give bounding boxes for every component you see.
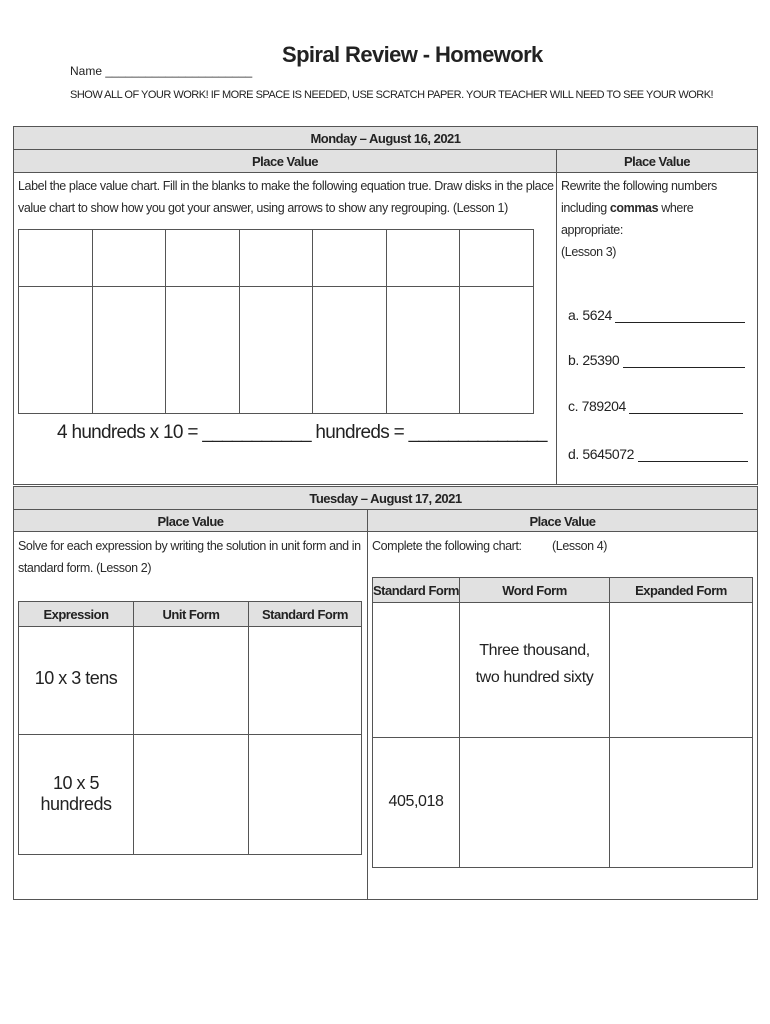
place-value-label-cell[interactable] — [313, 230, 387, 287]
rewrite-item-a — [568, 307, 745, 323]
column-header-expanded-form: Expanded Form — [610, 578, 753, 603]
tuesday-left-heading: Place Value — [13, 509, 368, 532]
standard-form-cell[interactable] — [373, 603, 460, 737]
rewrite-item-label: c. 789204 — [568, 398, 626, 414]
name-field-label[interactable]: Name ______________________ — [70, 64, 253, 78]
answer-line[interactable] — [629, 399, 743, 414]
word-form-answer-cell[interactable] — [460, 737, 610, 867]
monday-left-heading: Place Value — [13, 149, 557, 173]
place-value-label-cell[interactable] — [19, 230, 93, 287]
place-value-disk-cell[interactable] — [239, 287, 313, 414]
rewrite-item-c — [568, 398, 743, 414]
general-instructions: SHOW ALL OF YOUR WORK! IF MORE SPACE IS NEEDED, USE SCRATCH PAPER. YOUR TEACHER WILL NEED TO SEE YOUR WORK! — [70, 89, 714, 101]
place-value-label-cell[interactable] — [92, 230, 166, 287]
tuesday-right-heading: Place Value — [367, 509, 758, 532]
rewrite-item-b — [568, 352, 745, 368]
place-value-chart[interactable] — [18, 229, 534, 414]
expression-table — [18, 601, 362, 855]
expression-cell: 10 x 3 tens — [19, 627, 134, 735]
tuesday-right-instructions: Complete the following chart: — [372, 539, 522, 553]
equation: 4 hundreds x 10 = ___________ hundreds = ______________ — [57, 422, 547, 443]
standard-form-answer-cell[interactable] — [249, 627, 362, 735]
place-value-label-cell[interactable] — [166, 230, 240, 287]
answer-line[interactable] — [638, 447, 748, 462]
table-row — [373, 737, 753, 867]
answer-line[interactable] — [615, 308, 745, 323]
rewrite-item-label: a. 5624 — [568, 307, 612, 323]
monday-divider — [556, 172, 557, 485]
tuesday-day-title: Tuesday – August 17, 2021 — [13, 486, 758, 510]
place-value-label-cell[interactable] — [386, 230, 460, 287]
place-value-label-cell[interactable] — [239, 230, 313, 287]
rewrite-item-d — [568, 446, 748, 462]
forms-chart — [372, 577, 753, 868]
unit-form-answer-cell[interactable] — [134, 735, 249, 855]
answer-line[interactable] — [623, 353, 745, 368]
monday-right-heading: Place Value — [556, 149, 758, 173]
standard-form-cell: 405,018 — [373, 737, 460, 867]
page-title: Spiral Review - Homework — [282, 42, 543, 67]
column-header-unit-form: Unit Form — [134, 602, 249, 627]
place-value-disk-cell[interactable] — [166, 287, 240, 414]
expression-cell: 10 x 5 hundreds — [19, 735, 134, 855]
table-row — [19, 735, 362, 855]
column-header-expression: Expression — [19, 602, 134, 627]
tuesday-right-lesson: (Lesson 4) — [552, 539, 608, 553]
rewrite-item-label: b. 25390 — [568, 352, 620, 368]
rewrite-text: Rewrite the following numbers including — [561, 179, 717, 215]
monday-day-title: Monday – August 16, 2021 — [13, 126, 758, 150]
column-header-word-form: Word Form — [460, 578, 610, 603]
commas-bold: commas — [609, 201, 659, 215]
unit-form-answer-cell[interactable] — [134, 627, 249, 735]
rewrite-text-end: where appropriate: — [561, 201, 694, 237]
monday-left-instructions: Label the place value chart. Fill in the blanks to make the following equation true. Draw disks in the place value chart to show how you got your answer, using arrows to show any regrouping. (Lesson 1) — [18, 179, 554, 215]
place-value-disk-cell[interactable] — [386, 287, 460, 414]
place-value-disk-cell[interactable] — [92, 287, 166, 414]
column-header-standard-form: Standard Form — [249, 602, 362, 627]
column-header-standard-form: Standard Form — [373, 578, 460, 603]
place-value-label-cell[interactable] — [460, 230, 534, 287]
standard-form-answer-cell[interactable] — [249, 735, 362, 855]
place-value-disk-cell[interactable] — [313, 287, 387, 414]
table-row — [373, 603, 753, 737]
expanded-form-answer-cell[interactable] — [610, 603, 753, 737]
place-value-disk-cell[interactable] — [460, 287, 534, 414]
table-row — [19, 627, 362, 735]
monday-right-instructions — [561, 175, 751, 263]
place-value-disk-cell[interactable] — [19, 287, 93, 414]
tuesday-divider — [367, 531, 368, 900]
word-form-cell: Three thousand, two hundred sixty — [460, 603, 610, 737]
expanded-form-answer-cell[interactable] — [610, 737, 753, 867]
lesson-label: (Lesson 3) — [561, 245, 617, 259]
tuesday-left-instructions: Solve for each expression by writing the solution in unit form and in standard form. (Lesson 2) — [18, 539, 361, 575]
rewrite-item-label: d. 5645072 — [568, 446, 635, 462]
